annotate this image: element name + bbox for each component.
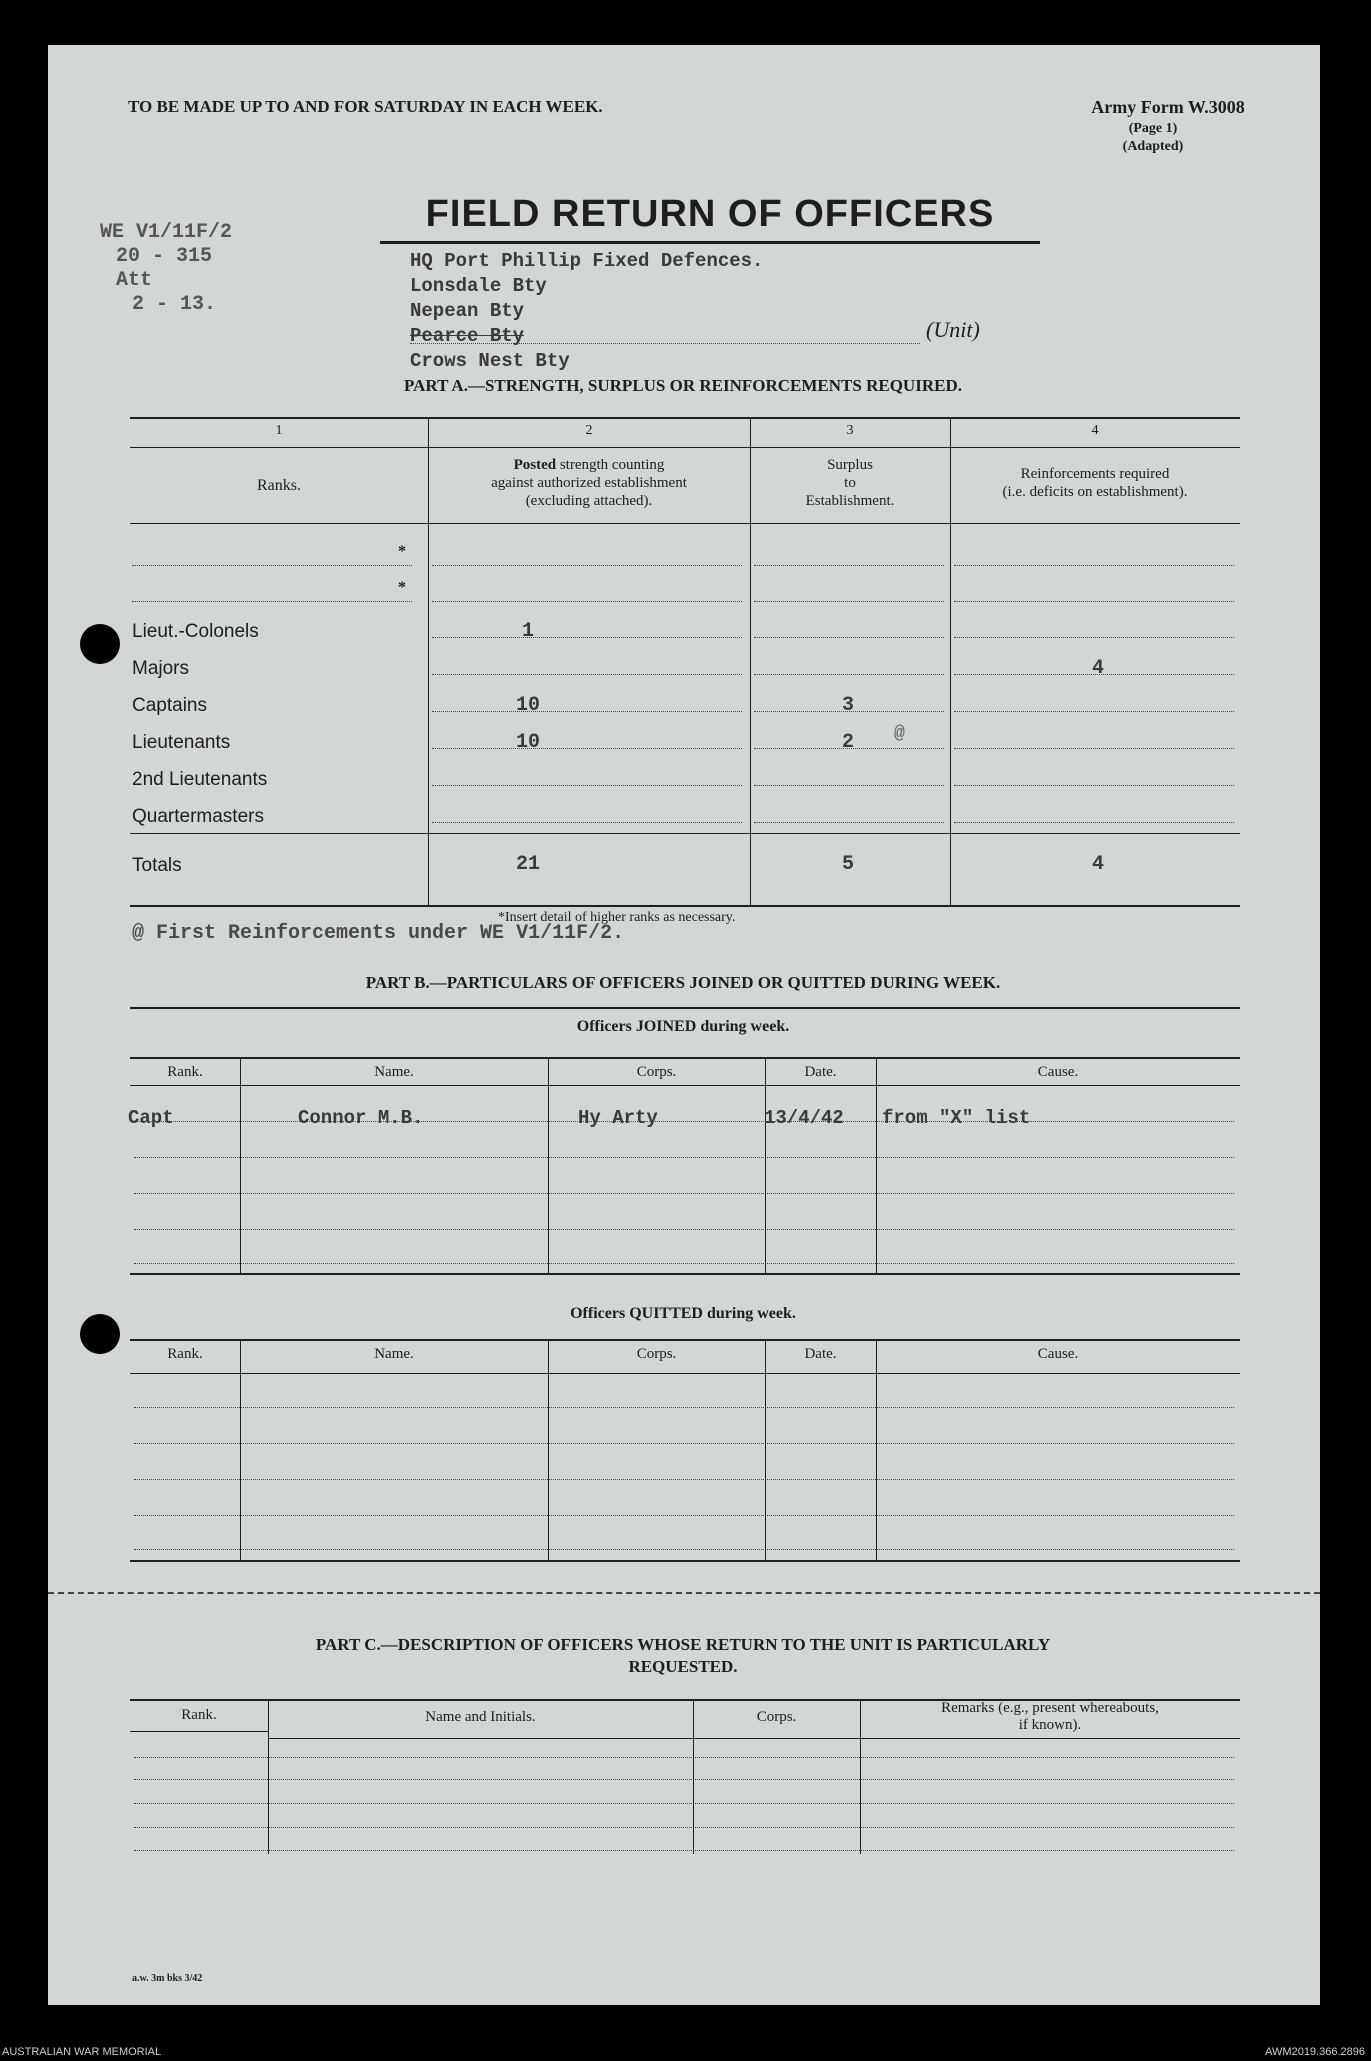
row-line: [954, 711, 1234, 712]
col-posted-header: [428, 456, 750, 510]
reference-line: WE V1/11F/2: [100, 221, 233, 244]
footer-right: AWM2019.366.2896: [1265, 2046, 1365, 2058]
quitted-bottom-rule: [130, 1560, 1240, 1562]
part-c-col-corps: Corps.: [756, 1709, 797, 1725]
part-c-title-line: REQUESTED.: [628, 1657, 738, 1676]
joined-col-divider: [240, 1057, 241, 1273]
rank-label: 2nd Lieutenants: [132, 769, 268, 790]
col-reinf-header: [950, 465, 1240, 501]
posted-value: 1: [521, 620, 534, 643]
quitted-col-divider: [765, 1339, 766, 1560]
part-c-row-line: [134, 1757, 1234, 1758]
quitted-col-date: Date.: [804, 1346, 837, 1362]
row-line: [954, 565, 1234, 566]
reference-block: [100, 221, 232, 317]
row-line: [432, 748, 742, 749]
row-line: [954, 601, 1234, 602]
part-a-title: PART A.—STRENGTH, SURPLUS OR REINFORCEMENTS REQUIRED.: [404, 376, 962, 395]
surplus-line: Establishment.: [805, 493, 895, 509]
row-line: [754, 565, 944, 566]
row-line: [432, 565, 742, 566]
reinf-value: [1058, 613, 1138, 650]
reinf-value: 4: [1091, 657, 1104, 680]
part-c-header-rule: [268, 1738, 693, 1739]
joined-col-divider: [548, 1057, 549, 1273]
star-mark: *: [398, 579, 406, 596]
star-row-line: [132, 565, 412, 566]
printer-note: a.w. 3m bks 3/42: [132, 1973, 203, 1984]
part-c-header-rule: [693, 1738, 860, 1739]
row-line: [754, 822, 944, 823]
part-c-header-rule: [860, 1738, 1240, 1739]
perforation-line: [48, 1592, 1320, 1594]
part-b-rule: [130, 1007, 1240, 1009]
joined-row-line: [134, 1157, 1234, 1158]
surplus-value: 2: [841, 731, 854, 754]
part-c-title-line: PART C.—DESCRIPTION OF OFFICERS WHOSE RETURN TO THE UNIT IS PARTICULARLY: [315, 1635, 1051, 1654]
part-a-number-rule: [130, 447, 1240, 448]
reference-line: 2 - 13.: [132, 293, 217, 316]
quitted-col-divider: [240, 1339, 241, 1560]
quitted-col-divider: [548, 1339, 549, 1560]
unit-list: [410, 249, 763, 374]
part-a-header-rule: [130, 523, 1240, 524]
reference-line: Att: [116, 269, 153, 292]
quitted-row-line: [134, 1549, 1234, 1550]
joined-col-date: Date.: [804, 1064, 837, 1080]
surplus-value: [828, 613, 868, 650]
part-c-row-line: [134, 1803, 1234, 1804]
header-instruction: TO BE MADE UP TO AND FOR SATURDAY IN EACH WEEK.: [128, 97, 603, 116]
posted-value: 10: [515, 731, 540, 754]
posted-line2: against authorized establishment: [491, 475, 687, 491]
quitted-title: Officers QUITTED during week.: [570, 1305, 796, 1322]
joined-col-divider: [765, 1057, 766, 1273]
part-c-row-line: [134, 1779, 1234, 1780]
quitted-top-rule: [130, 1339, 1240, 1341]
unit-line: Lonsdale Bty: [410, 275, 547, 297]
row-line: [432, 785, 742, 786]
part-c-title: [128, 1634, 1238, 1678]
surplus-line: to: [844, 475, 856, 491]
posted-value: 10: [515, 694, 540, 717]
star-mark: *: [398, 543, 406, 560]
joined-row-line: [134, 1193, 1234, 1194]
col-surplus-header: [750, 456, 950, 510]
quitted-col-corps: Corps.: [636, 1346, 677, 1362]
punch-hole: [80, 624, 120, 664]
col-number: 2: [585, 423, 593, 438]
joined-rank: Capt: [128, 1107, 174, 1129]
row-line: [954, 822, 1234, 823]
totals-reinf: 4: [1091, 853, 1104, 876]
reinf-line: Reinforcements required: [1020, 466, 1170, 482]
rank-label: Lieut.-Colonels: [132, 621, 259, 642]
col-ranks-header: Ranks.: [257, 477, 301, 494]
row-line: [432, 711, 742, 712]
joined-col-cause: Cause.: [1037, 1064, 1079, 1080]
joined-col-rank: Rank.: [167, 1064, 203, 1080]
joined-row-line: [134, 1229, 1234, 1230]
posted-line3: (excluding attached).: [525, 493, 653, 509]
row-line: [432, 637, 742, 638]
quitted-row-line: [134, 1479, 1234, 1480]
part-a-top-rule: [130, 417, 1240, 419]
quitted-col-divider: [876, 1339, 877, 1560]
joined-row-line: [134, 1263, 1234, 1264]
totals-surplus: 5: [841, 853, 854, 876]
title-underline: [380, 241, 1040, 244]
remarks-line: Remarks (e.g., present whereabouts,: [941, 1700, 1159, 1716]
remarks-line: if known).: [1018, 1717, 1082, 1733]
totals-posted: 21: [515, 853, 540, 876]
joined-col-name: Name.: [374, 1064, 414, 1080]
col-number: 1: [275, 423, 283, 438]
joined-col-corps: Corps.: [636, 1064, 677, 1080]
form-page: (Page 1): [1128, 121, 1178, 136]
rank-label: Lieutenants: [132, 732, 231, 753]
surplus-value: [828, 650, 868, 687]
posted-values: [488, 613, 568, 761]
joined-top-rule: [130, 1057, 1240, 1059]
surplus-value: 3: [841, 694, 854, 717]
form-sheet: [48, 45, 1320, 2005]
reference-line: 20 - 315: [116, 245, 213, 268]
joined-corps: Hy Arty: [578, 1107, 658, 1129]
row-line: [432, 601, 742, 602]
quitted-header-rule: [130, 1373, 1240, 1374]
surplus-line: Surplus: [827, 457, 873, 473]
unit-line-struck: Pearce Bty: [410, 325, 525, 347]
part-c-row-line: [134, 1827, 1234, 1828]
row-line: [432, 822, 742, 823]
rank-label: Quartermasters: [132, 806, 264, 827]
surplus-values: [828, 613, 868, 761]
page-title: FIELD RETURN OF OFFICERS: [425, 193, 995, 235]
star-row-line: [132, 601, 412, 602]
rank-label: Captains: [132, 695, 207, 716]
unit-dotted-line: [410, 343, 920, 344]
posted-rest: strength counting: [556, 457, 665, 473]
form-name: Army Form W.3008: [1091, 97, 1245, 117]
quitted-col-rank: Rank.: [167, 1346, 203, 1362]
part-a-totals-rule: [130, 833, 1240, 834]
form-adapted: (Adapted): [1122, 139, 1184, 154]
joined-col-divider: [876, 1057, 877, 1273]
footer-left: AUSTRALIAN WAR MEMORIAL: [2, 2046, 162, 2058]
quitted-row-line: [134, 1515, 1234, 1516]
row-line: [954, 748, 1234, 749]
reinf-values: [1058, 613, 1138, 687]
row-line: [754, 601, 944, 602]
quitted-col-cause: Cause.: [1037, 1346, 1079, 1362]
part-c-col-name: Name and Initials.: [425, 1709, 536, 1725]
unit-line: Nepean Bty: [410, 300, 525, 322]
row-line: [754, 785, 944, 786]
punch-hole: [80, 1314, 120, 1354]
reinf-line: (i.e. deficits on establishment).: [1002, 484, 1188, 500]
row-line: [432, 674, 742, 675]
part-a-bottom-rule: [130, 905, 1240, 907]
unit-line: HQ Port Phillip Fixed Defences.: [410, 250, 764, 272]
joined-header-rule: [130, 1085, 1240, 1086]
joined-name: Connor M.B.: [298, 1107, 424, 1129]
quitted-row-line: [134, 1443, 1234, 1444]
joined-bottom-rule: [130, 1273, 1240, 1275]
col-number: 3: [846, 423, 854, 438]
unit-label: (Unit): [926, 317, 980, 342]
part-b-title: PART B.—PARTICULARS OF OFFICERS JOINED OR QUITTED DURING WEEK.: [365, 973, 1001, 992]
rank-labels: [132, 613, 267, 835]
part-c-header-rule: [130, 1731, 268, 1732]
part-c-row-line: [134, 1850, 1234, 1851]
quitted-row-line: [134, 1407, 1234, 1408]
unit-line: Crows Nest Bty: [410, 350, 570, 372]
part-a-footnote: *Insert detail of higher ranks as necessary.: [498, 910, 736, 925]
rank-label: Majors: [132, 658, 190, 679]
totals-label: Totals: [132, 855, 182, 876]
row-line: [954, 785, 1234, 786]
typed-note: @ First Reinforcements under WE V1/11F/2.: [132, 922, 625, 945]
col-number: 4: [1091, 423, 1099, 438]
joined-cause: from "X" list: [882, 1107, 1031, 1129]
posted-value: [488, 650, 568, 687]
joined-date: 13/4/42: [764, 1107, 844, 1129]
part-c-col-rank: Rank.: [181, 1707, 217, 1723]
quitted-col-name: Name.: [374, 1346, 414, 1362]
posted-word: Posted: [513, 457, 557, 473]
joined-title: Officers JOINED during week.: [576, 1018, 790, 1035]
at-mark: @: [894, 724, 905, 744]
part-c-col-remarks: [860, 1700, 1240, 1734]
